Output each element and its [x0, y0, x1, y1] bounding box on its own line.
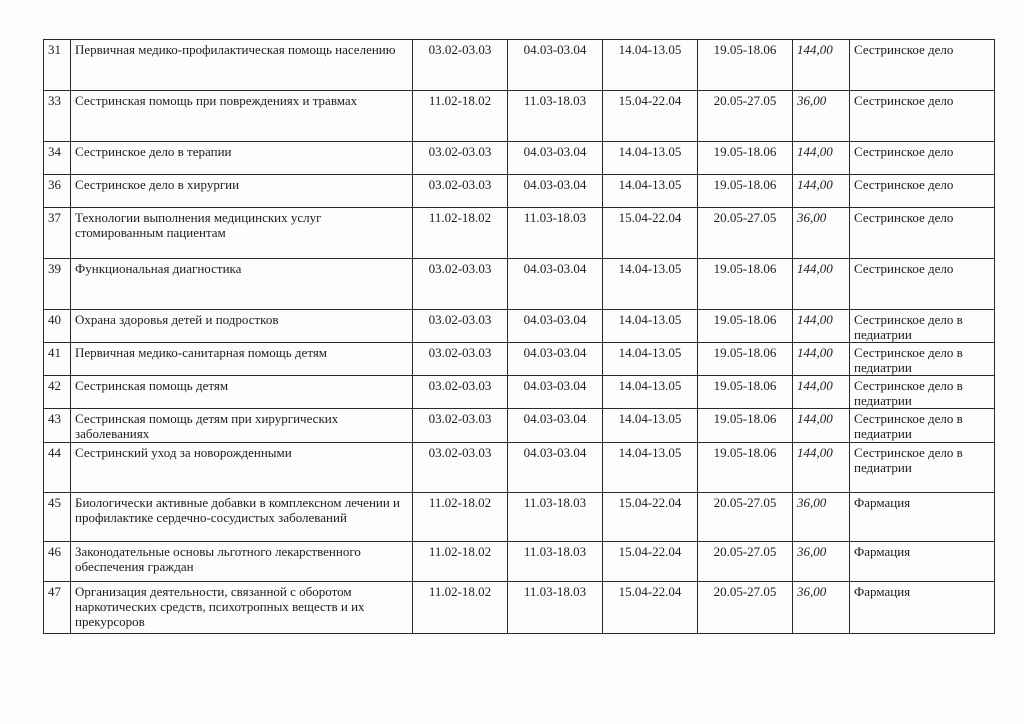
- period-2: 04.03-03.04: [508, 343, 603, 376]
- period-3: 14.04-13.05: [603, 310, 698, 343]
- specialty: Сестринское дело в педиатрии: [850, 310, 995, 343]
- table-row: [44, 376, 995, 409]
- table-row: [44, 493, 995, 542]
- specialty: Сестринское дело: [850, 259, 995, 310]
- period-4: 19.05-18.06: [698, 409, 793, 443]
- course-hours: 144,00: [793, 259, 850, 310]
- row-number: 44: [44, 443, 71, 493]
- period-1: 11.02-18.02: [413, 91, 508, 142]
- period-1: 11.02-18.02: [413, 493, 508, 542]
- table-row: [44, 409, 995, 443]
- course-name: Сестринский уход за новорожденными: [71, 443, 413, 493]
- course-hours: 144,00: [793, 409, 850, 443]
- course-name: Сестринское дело в терапии: [71, 142, 413, 175]
- course-name: Организация деятельности, связанной с оборотом наркотических средств, психотропных веществ и их прекурсоров: [71, 582, 413, 634]
- course-name: Охрана здоровья детей и подростков: [71, 310, 413, 343]
- course-name: Сестринская помощь детям: [71, 376, 413, 409]
- table-row: [44, 343, 995, 376]
- period-4: 20.05-27.05: [698, 91, 793, 142]
- period-1: 03.02-03.03: [413, 175, 508, 208]
- course-name: Технологии выполнения медицинских услуг стомированным пациентам: [71, 208, 413, 259]
- course-hours: 144,00: [793, 175, 850, 208]
- period-4: 19.05-18.06: [698, 343, 793, 376]
- period-2: 11.03-18.03: [508, 91, 603, 142]
- period-2: 04.03-03.04: [508, 142, 603, 175]
- specialty: Сестринское дело: [850, 142, 995, 175]
- specialty: Сестринское дело в педиатрии: [850, 376, 995, 409]
- course-name: Законодательные основы льготного лекарственного обеспечения граждан: [71, 542, 413, 582]
- period-2: 04.03-03.04: [508, 409, 603, 443]
- period-4: 20.05-27.05: [698, 542, 793, 582]
- table-row: [44, 208, 995, 259]
- period-3: 15.04-22.04: [603, 91, 698, 142]
- period-2: 04.03-03.04: [508, 376, 603, 409]
- course-hours: 36,00: [793, 542, 850, 582]
- course-hours: 144,00: [793, 142, 850, 175]
- period-1: 03.02-03.03: [413, 343, 508, 376]
- table-row: [44, 582, 995, 634]
- course-hours: 36,00: [793, 582, 850, 634]
- period-3: 14.04-13.05: [603, 142, 698, 175]
- period-4: 19.05-18.06: [698, 142, 793, 175]
- row-number: 42: [44, 376, 71, 409]
- course-hours: 144,00: [793, 443, 850, 493]
- specialty: Сестринское дело в педиатрии: [850, 443, 995, 493]
- course-name: Сестринская помощь при повреждениях и травмах: [71, 91, 413, 142]
- table-row: [44, 443, 995, 493]
- row-number: 34: [44, 142, 71, 175]
- period-1: 03.02-03.03: [413, 443, 508, 493]
- period-3: 14.04-13.05: [603, 409, 698, 443]
- period-4: 19.05-18.06: [698, 175, 793, 208]
- course-hours: 144,00: [793, 40, 850, 91]
- period-2: 04.03-03.04: [508, 310, 603, 343]
- course-hours: 144,00: [793, 376, 850, 409]
- course-name: Сестринское дело в хирургии: [71, 175, 413, 208]
- period-1: 11.02-18.02: [413, 542, 508, 582]
- table-row: [44, 142, 995, 175]
- period-4: 19.05-18.06: [698, 259, 793, 310]
- period-3: 14.04-13.05: [603, 376, 698, 409]
- course-name: Функциональная диагностика: [71, 259, 413, 310]
- period-2: 04.03-03.04: [508, 443, 603, 493]
- row-number: 43: [44, 409, 71, 443]
- period-3: 15.04-22.04: [603, 208, 698, 259]
- table-row: [44, 40, 995, 91]
- row-number: 33: [44, 91, 71, 142]
- period-3: 15.04-22.04: [603, 542, 698, 582]
- row-number: 47: [44, 582, 71, 634]
- period-3: 15.04-22.04: [603, 582, 698, 634]
- period-1: 03.02-03.03: [413, 409, 508, 443]
- row-number: 31: [44, 40, 71, 91]
- period-2: 11.03-18.03: [508, 208, 603, 259]
- period-2: 11.03-18.03: [508, 582, 603, 634]
- table-row: [44, 310, 995, 343]
- table-row: [44, 175, 995, 208]
- course-schedule-table: [43, 39, 995, 634]
- period-1: 03.02-03.03: [413, 40, 508, 91]
- row-number: 45: [44, 493, 71, 542]
- table-row: [44, 542, 995, 582]
- period-3: 14.04-13.05: [603, 40, 698, 91]
- period-3: 14.04-13.05: [603, 343, 698, 376]
- period-4: 19.05-18.06: [698, 310, 793, 343]
- course-hours: 36,00: [793, 208, 850, 259]
- period-4: 19.05-18.06: [698, 40, 793, 91]
- period-4: 20.05-27.05: [698, 493, 793, 542]
- period-2: 11.03-18.03: [508, 493, 603, 542]
- period-2: 04.03-03.04: [508, 175, 603, 208]
- period-1: 03.02-03.03: [413, 259, 508, 310]
- course-hours: 144,00: [793, 343, 850, 376]
- specialty: Фармация: [850, 582, 995, 634]
- specialty: Сестринское дело: [850, 208, 995, 259]
- row-number: 36: [44, 175, 71, 208]
- period-3: 14.04-13.05: [603, 259, 698, 310]
- period-3: 14.04-13.05: [603, 443, 698, 493]
- period-4: 19.05-18.06: [698, 376, 793, 409]
- specialty: Сестринское дело: [850, 91, 995, 142]
- period-2: 11.03-18.03: [508, 542, 603, 582]
- course-hours: 36,00: [793, 493, 850, 542]
- specialty: Сестринское дело: [850, 175, 995, 208]
- period-1: 11.02-18.02: [413, 582, 508, 634]
- period-1: 03.02-03.03: [413, 376, 508, 409]
- specialty: Сестринское дело: [850, 40, 995, 91]
- row-number: 41: [44, 343, 71, 376]
- course-name: Первичная медико-профилактическая помощь населению: [71, 40, 413, 91]
- period-1: 11.02-18.02: [413, 208, 508, 259]
- period-2: 04.03-03.04: [508, 40, 603, 91]
- row-number: 37: [44, 208, 71, 259]
- period-1: 03.02-03.03: [413, 142, 508, 175]
- period-4: 19.05-18.06: [698, 443, 793, 493]
- row-number: 39: [44, 259, 71, 310]
- row-number: 40: [44, 310, 71, 343]
- specialty: Сестринское дело в педиатрии: [850, 409, 995, 443]
- table-row: [44, 259, 995, 310]
- table-row: [44, 91, 995, 142]
- period-4: 20.05-27.05: [698, 582, 793, 634]
- course-name: Сестринская помощь детям при хирургических заболеваниях: [71, 409, 413, 443]
- specialty: Фармация: [850, 542, 995, 582]
- row-number: 46: [44, 542, 71, 582]
- specialty: Фармация: [850, 493, 995, 542]
- course-name: Биологически активные добавки в комплексном лечении и профилактике сердечно-сосудистых заболеваний: [71, 493, 413, 542]
- period-1: 03.02-03.03: [413, 310, 508, 343]
- period-3: 14.04-13.05: [603, 175, 698, 208]
- period-4: 20.05-27.05: [698, 208, 793, 259]
- course-hours: 144,00: [793, 310, 850, 343]
- specialty: Сестринское дело в педиатрии: [850, 343, 995, 376]
- course-hours: 36,00: [793, 91, 850, 142]
- period-2: 04.03-03.04: [508, 259, 603, 310]
- course-name: Первичная медико-санитарная помощь детям: [71, 343, 413, 376]
- period-3: 15.04-22.04: [603, 493, 698, 542]
